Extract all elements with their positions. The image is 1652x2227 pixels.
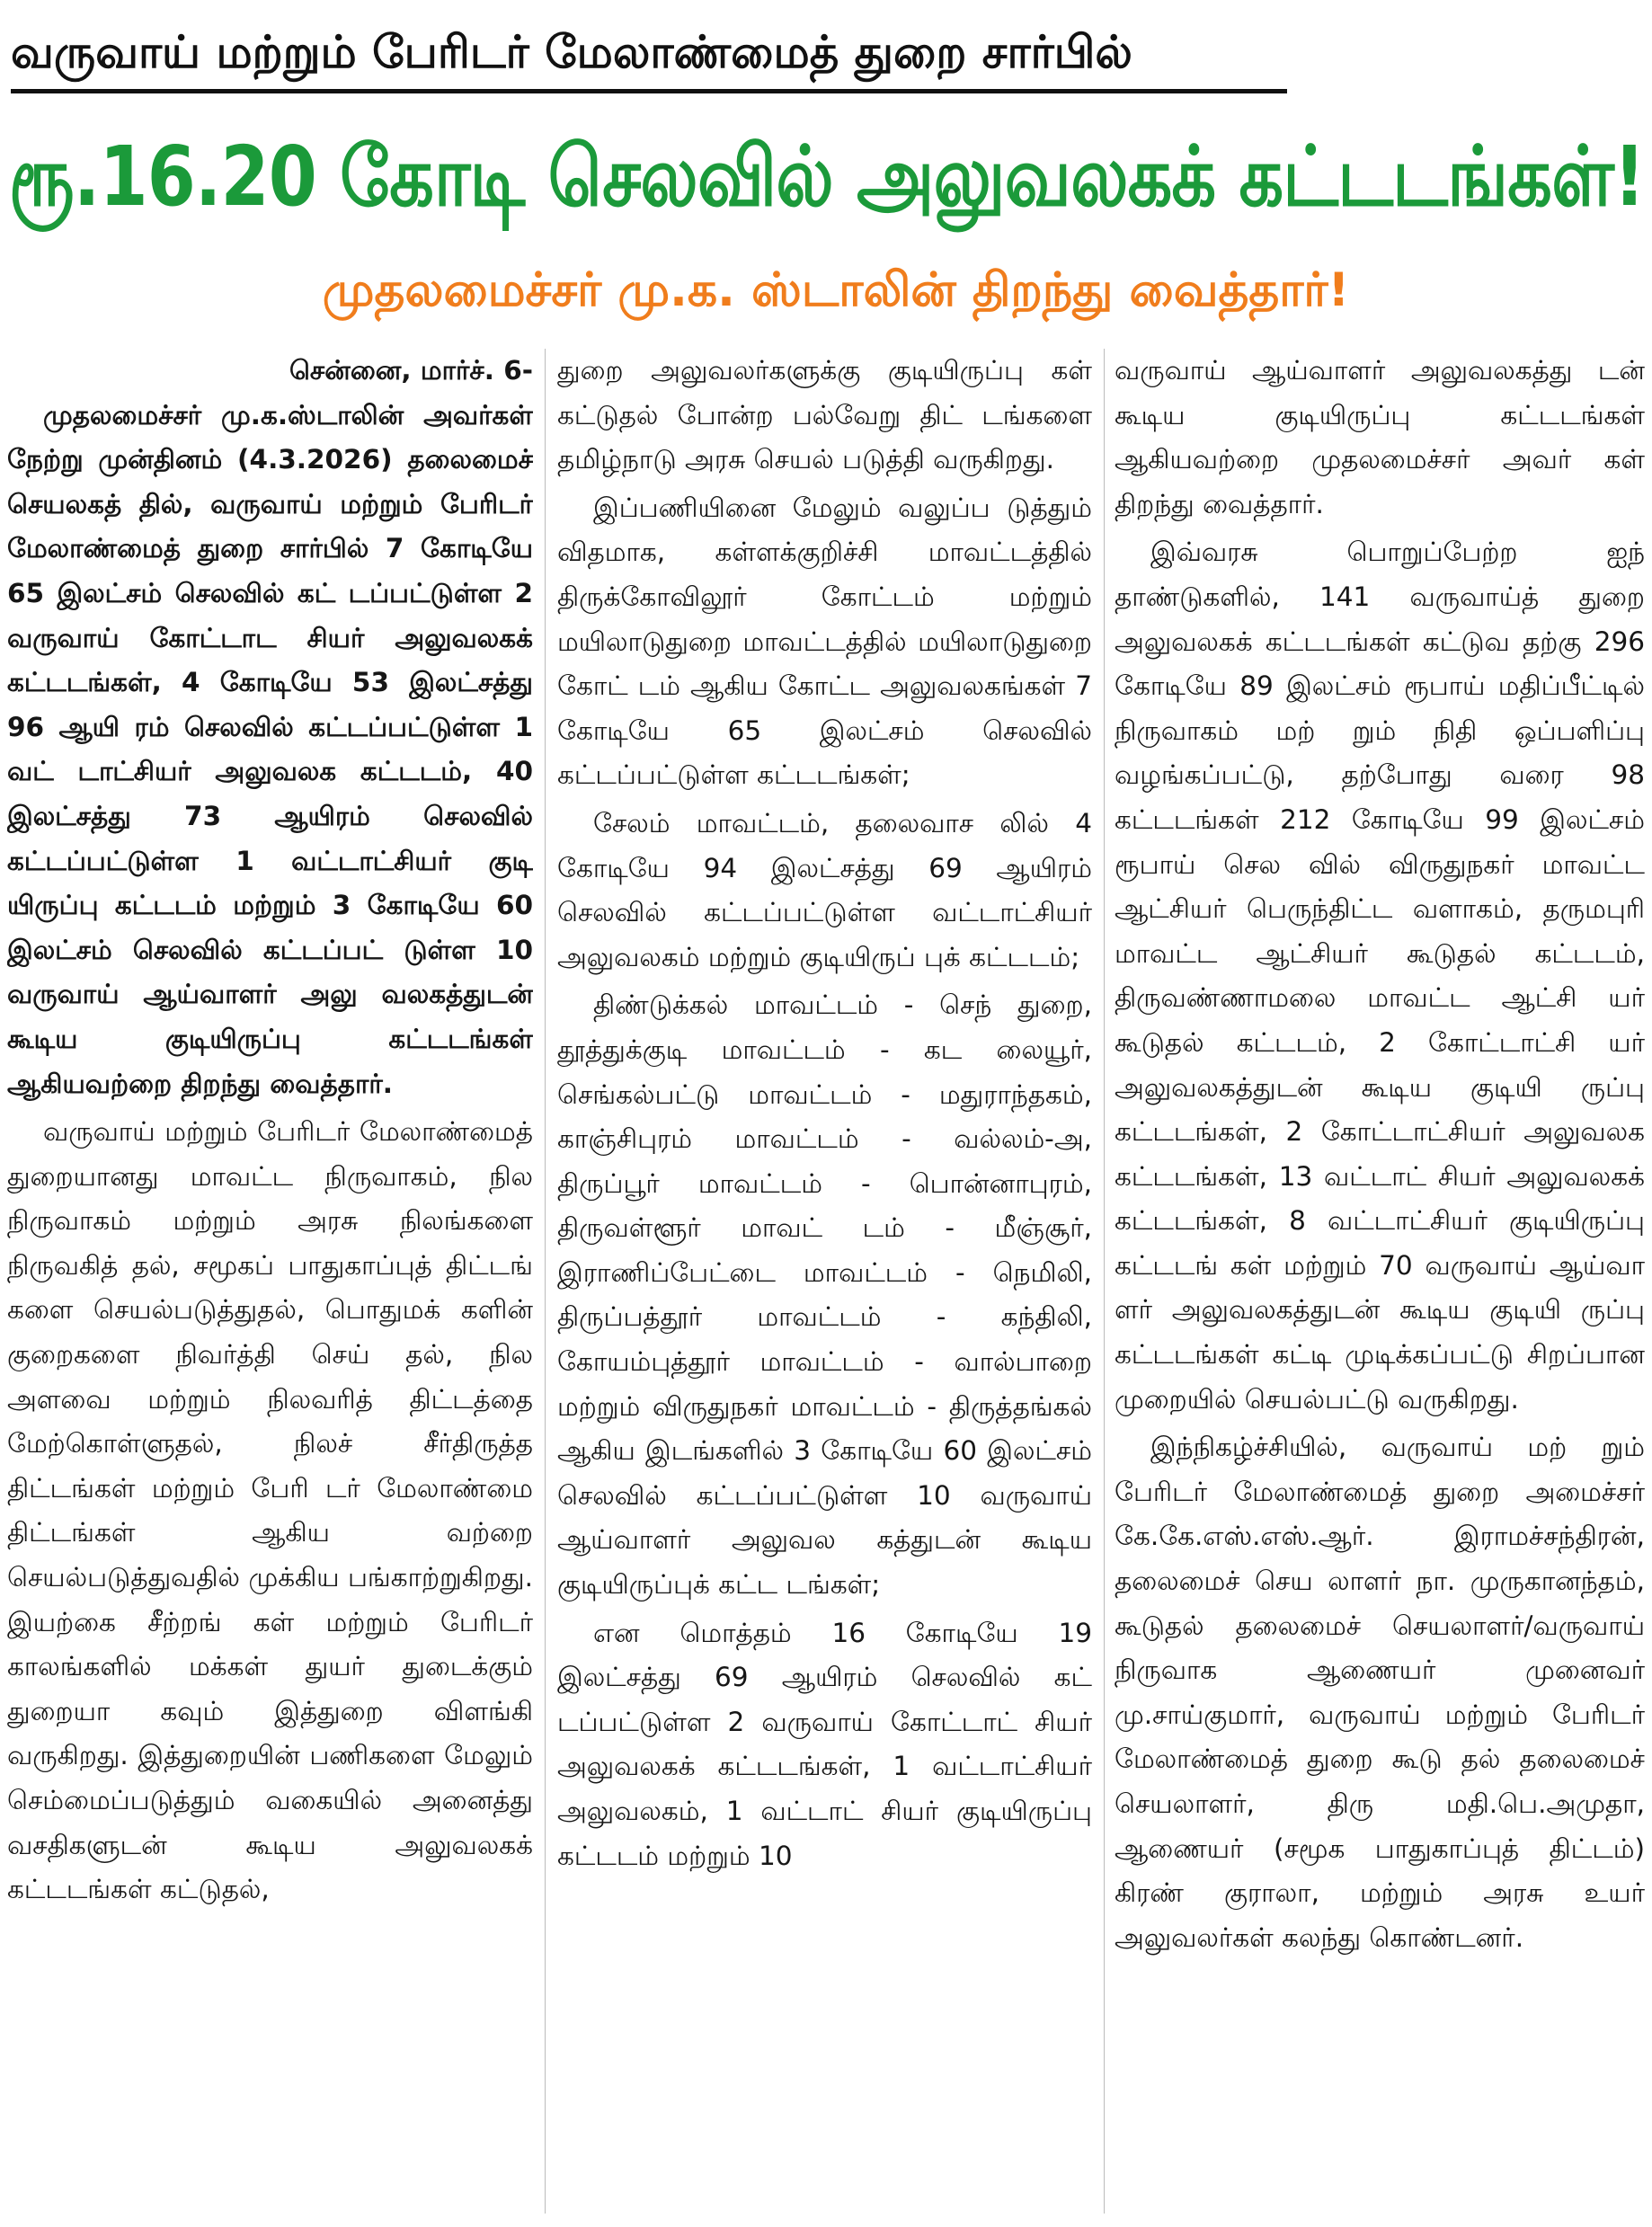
- article-column-2: [557, 349, 1092, 2220]
- article-paragraph: திண்டுக்கல் மாவட்டம் - செந் துறை, தூத்துக்குடி மாவட்டம் - கட லையூர், செங்கல்பட்டு மாவட்டம் - மதுராந்தகம், காஞ்சிபுரம் மாவட்டம் - வல்லம்-அ, திருப்பூர் மாவட்டம் - பொன்னாபுரம், திருவள்ளூர் மாவட் டம் - மீஞ்சூர், இராணிப்பேட்டை மாவட்டம் - நெமிலி, திருப்பத்தூர் மாவட்டம் - கந்திலி, கோயம்புத்தூர் மாவட்டம் - வால்பாறை மற்றும் விருதுநகர் மாவட்டம் - திருத்தங்கல் ஆகிய இடங்களில் 3 கோடியே 60 இலட்சம் செலவில் கட்டப்பட்டுள்ள 10 வருவாய் ஆய்வாளர் அலுவல கத்துடன் கூடிய குடியிருப்புக் கட்ட டங்கள்;: [557, 989, 1092, 1601]
- article-paragraph: வருவாய் மற்றும் பேரிடர் மேலாண்மைத் துறையானது மாவட்ட நிருவாகம், நில நிருவாகம் மற்றும் அரசு நிலங்களை நிருவகித் தல், சமூகப் பாதுகாப்புத் திட்டங் களை செயல்படுத்துதல், பொதுமக் களின் குறைகளை நிவர்த்தி செய் தல், நில அளவை மற்றும் நிலவரித் திட்டத்தை மேற்கொள்ளுதல், நிலச் சீர்திருத்த திட்டங்கள் மற்றும் பேரி டர் மேலாண்மை திட்டங்கள் ஆகிய வற்றை செயல்படுத்துவதில் முக்கிய பங்காற்றுகிறது. இயற்கை சீற்றங் கள் மற்றும் பேரிடர் காலங்களில் மக்கள் துயர் துடைக்கும் துறையா கவும் இத்துறை விளங்கி வருகிறது. இத்துறையின் பணிகளை மேலும் செம்மைப்படுத்தும் வகையில் அனைத்து வசதிகளுடன் கூடிய அலுவலகக் கட்டடங்கள் கட்டுதல்,: [7, 1116, 533, 1905]
- dateline: சென்னை, மார்ச். 6-: [289, 355, 533, 386]
- article-paragraph: வருவாய் ஆய்வாளர் அலுவலகத்து டன் கூடிய குடியிருப்பு கட்டடங்கள் ஆகியவற்றை முதலமைச்சர் அவர் கள் திறந்து வைத்தார்.: [1115, 355, 1645, 519]
- subheadline: முதலமைச்சர் மு.க. ஸ்டாலின் திறந்து வைத்தார்!: [322, 263, 1350, 317]
- article-paragraph: முதலமைச்சர் மு.க.ஸ்டாலின் அவர்கள் நேற்று முன்தினம் (4.3.2026) தலைமைச் செயலகத் தில், வருவாய் மற்றும் பேரிடர் மேலாண்மைத் துறை சார்பில் 7 கோடியே 65 இலட்சம் செலவில் கட் டப்பட்டுள்ள 2 வருவாய் கோட்டாட சியர் அலுவலகக் கட்டடங்கள், 4 கோடியே 53 இலட்சத்து 96 ஆயி ரம் செலவில் கட்டப்பட்டுள்ள 1 வட் டாட்சியர் அலுவலக கட்டடம், 40 இலட்சத்து 73 ஆயிரம் செலவில் கட்டப்பட்டுள்ள 1 வட்டாட்சியர் குடி யிருப்பு கட்டடம் மற்றும் 3 கோடியே 60 இலட்சம் செலவில் கட்டப்பட் டுள்ள 10 வருவாய் ஆய்வாளர் அலு வலகத்துடன் கூடிய குடியிருப்பு கட்டடங்கள் ஆகியவற்றை திறந்து வைத்தார்.: [7, 399, 533, 1099]
- article-column-1: [7, 349, 533, 2220]
- article-paragraph: இவ்வரசு பொறுப்பேற்ற ஐந் தாண்டுகளில், 141 வருவாய்த் துறை அலுவலகக் கட்டடங்கள் கட்டுவ தற்கு 296 கோடியே 89 இலட்சம் ரூபாய் மதிப்பீட்டில் நிருவாகம் மற் றும் நிதி ஒப்பளிப்பு வழங்கப்பட்டு, தற்போது வரை 98 கட்டடங்கள் 212 கோடியே 99 இலட்சம் ரூபாய் செல வில் விருதுநகர் மாவட்ட ஆட்சியர் பெருந்திட்ட வளாகம், தருமபுரி மாவட்ட ஆட்சியர் கூடுதல் கட்டடம், திருவண்ணாமலை மாவட்ட ஆட்சி யர் கூடுதல் கட்டடம், 2 கோட்டாட்சி யர் அலுவலகத்துடன் கூடிய குடியி ருப்பு கட்டடங்கள், 2 கோட்டாட்சியர் அலுவலக கட்டடங்கள், 13 வட்டாட் சியர் அலுவலகக் கட்டடங்கள், 8 வட்டாட்சியர் குடியிருப்பு கட்டடங் கள் மற்றும் 70 வருவாய் ஆய்வா ளர் அலுவலகத்துடன் கூடிய குடியி ருப்பு கட்டடங்கள் கட்டி முடிக்கப்பட்டு சிறப்பான முறையில் செயல்பட்டு வருகிறது.: [1115, 537, 1645, 1415]
- article-paragraph: இந்நிகழ்ச்சியில், வருவாய் மற் றும் பேரிடர் மேலாண்மைத் துறை அமைச்சர் கே.கே.எஸ்.எஸ்.ஆர். இராமச்சந்திரன், தலைமைச் செய லாளர் நா. முருகானந்தம், கூடுதல் தலைமைச் செயலாளர்/வருவாய் நிருவாக ஆணையர் முனைவர் மு.சாய்குமார், வருவாய் மற்றும் பேரிடர் மேலாண்மைத் துறை கூடு தல் தலைமைச் செயலாளர், திரு மதி.பெ.அமுதா, ஆணையர் (சமூக பாதுகாப்புத் திட்டம்) கிரண் குராலா, மற்றும் அரசு உயர் அலுவலர்கள் கலந்து கொண்டனர்.: [1115, 1432, 1645, 1953]
- kicker-line: வருவாய் மற்றும் பேரிடர் மேலாண்மைத் துறை சார்பில்: [11, 11, 1287, 93]
- headline: ரூ.16.20 கோடி செலவில் அலுவலகக் கட்டடங்கள்!: [9, 129, 1645, 225]
- article-column-3: [1115, 349, 1645, 2220]
- column-divider: [1104, 349, 1105, 2214]
- article-paragraph: என மொத்தம் 16 கோடியே 19 இலட்சத்து 69 ஆயிரம் செலவில் கட் டப்பட்டுள்ள 2 வருவாய் கோட்டாட் சியர் அலுவலகக் கட்டடங்கள், 1 வட்டாட்சியர் அலுவலகம், 1 வட்டாட் சியர் குடியிருப்பு கட்டடம் மற்றும் 10: [557, 1617, 1092, 1871]
- article-paragraph: இப்பணியினை மேலும் வலுப்ப டுத்தும் விதமாக, கள்ளக்குறிச்சி மாவட்டத்தில் திருக்கோவிலூர் கோட்டம் மற்றும் மயிலாடுதுறை மாவட்டத்தில் மயிலாடுதுறை கோட் டம் ஆகிய கோட்ட அலுவலகங்கள் 7 கோடியே 65 இலட்சம் செலவில் கட்டப்பட்டுள்ள கட்டடங்கள்;: [557, 492, 1092, 791]
- article-paragraph: துறை அலுவலர்களுக்கு குடியிருப்பு கள் கட்டுதல் போன்ற பல்வேறு திட் டங்களை தமிழ்நாடு அரசு செயல் படுத்தி வருகிறது.: [557, 355, 1092, 475]
- column-divider: [545, 349, 546, 2214]
- article-paragraph: சேலம் மாவட்டம், தலைவாச லில் 4 கோடியே 94 இலட்சத்து 69 ஆயிரம் செலவில் கட்டப்பட்டுள்ள வட்டாட்சியர் அலுவலகம் மற்றும் குடியிருப் புக் கட்டடம்;: [557, 807, 1092, 972]
